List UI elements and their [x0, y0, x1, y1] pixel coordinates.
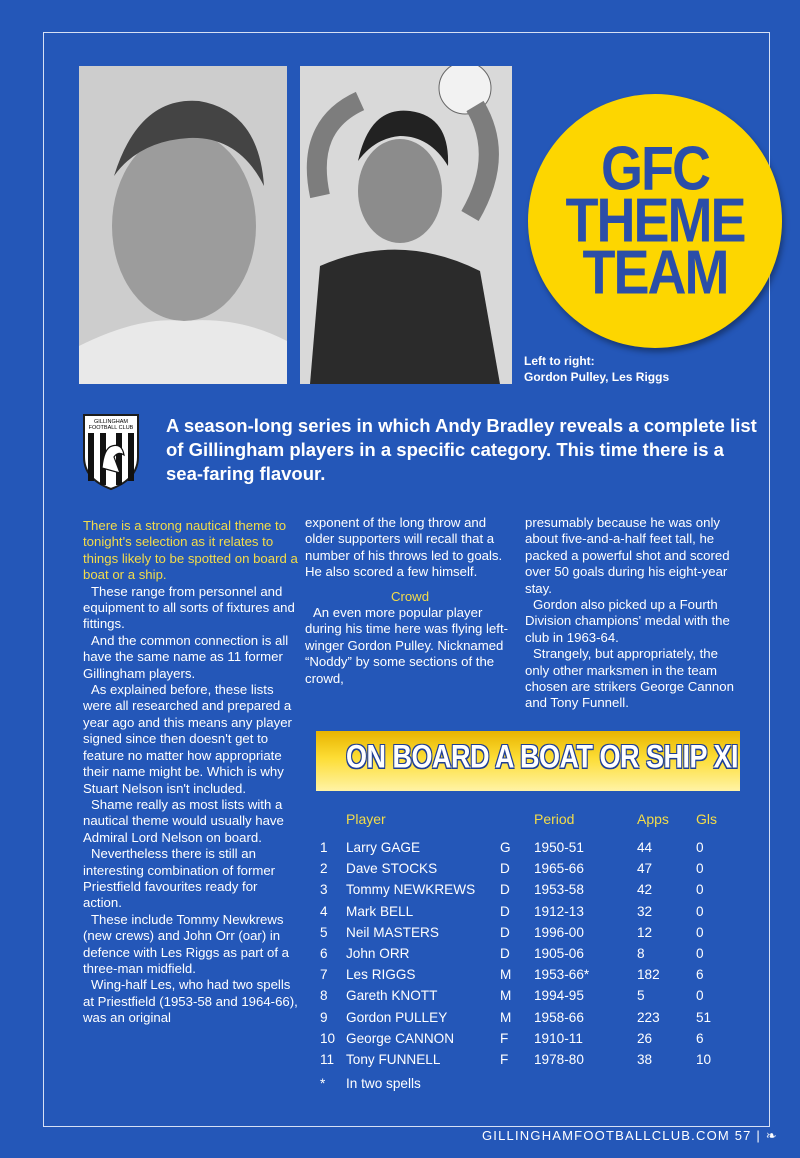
- cell-name: Tony FUNNELL: [346, 1052, 441, 1067]
- table-row: [320, 1031, 740, 1052]
- club-crest: [82, 413, 140, 491]
- footnote-text: In two spells: [346, 1076, 421, 1091]
- table-footnote: [320, 1076, 740, 1097]
- cell-pos: D: [500, 903, 510, 919]
- cell-no: 4: [320, 903, 328, 919]
- article-column-1: [83, 518, 298, 1027]
- cell-period: 1950-51: [534, 840, 584, 855]
- cell-name: Dave STOCKS: [346, 861, 438, 877]
- article-paragraph: presumably because he was only about five-and-a-half feet tall, he packed a powerful shot and scored over 50 goals during his eight-year stay.: [525, 515, 730, 596]
- cell-gls: 6: [696, 967, 704, 983]
- table-row: [320, 967, 740, 988]
- cell-gls: 51: [696, 1009, 712, 1025]
- cell-gls: 0: [696, 882, 704, 898]
- cell-no: 3: [320, 882, 328, 898]
- table-row: [320, 1052, 740, 1073]
- cell-period: 1912-13: [534, 903, 584, 919]
- cell-gls: 6: [696, 1030, 704, 1046]
- cell-apps: 42: [637, 882, 653, 898]
- cell-gls: 10: [696, 1052, 712, 1067]
- crest-text-2: FOOTBALL CLUB: [88, 425, 134, 431]
- cell-gls: 0: [696, 924, 704, 940]
- cell-pos: F: [500, 1052, 509, 1067]
- table-row: [320, 861, 740, 882]
- cell-gls: 0: [696, 903, 704, 919]
- cell-no: 11: [320, 1052, 335, 1067]
- cell-no: 5: [320, 924, 328, 940]
- cell-no: 6: [320, 946, 328, 961]
- badge-line-1: GFC: [601, 134, 709, 204]
- article-paragraph: Nevertheless there is still an interesting combination of former Priestfield favourites ready for action.: [83, 846, 276, 911]
- cell-period: 1905-06: [534, 946, 584, 961]
- column-header-gls: Gls: [696, 811, 717, 827]
- article-paragraph: Strangely, but appropriately, the only other marksmen in the team chosen are strikers George Cannon and Tony Funnell.: [525, 646, 734, 711]
- cell-apps: 8: [637, 946, 645, 961]
- cell-apps: 38: [637, 1052, 653, 1067]
- gfc-theme-team-badge: [528, 94, 782, 348]
- page-footer: GILLINGHAMFOOTBALLCLUB.COM 57 | ❧: [482, 1128, 778, 1143]
- cell-pos: D: [500, 924, 510, 940]
- article-paragraph: These range from personnel and equipment to all sorts of fixtures and fittings.: [83, 583, 295, 632]
- cell-apps: 223: [637, 1009, 660, 1025]
- cell-no: 2: [320, 861, 328, 877]
- caption-line-2: Gordon Pulley, Les Riggs: [524, 370, 670, 384]
- cell-period: 1958-66: [534, 1009, 584, 1025]
- cell-pos: M: [500, 967, 512, 983]
- cell-name: Gareth KNOTT: [346, 988, 438, 1004]
- cell-apps: 32: [637, 903, 653, 919]
- cell-period: 1910-11: [534, 1030, 583, 1046]
- table-row: [320, 904, 740, 925]
- cell-pos: M: [500, 988, 512, 1004]
- table-row: [320, 946, 740, 967]
- cell-pos: D: [500, 861, 510, 877]
- article-paragraph: As explained before, these lists were all researched and prepared a year ago and this means any player signed since then doesn't get to feature no matter how appropriate their name might be. Which is why Stuart Nelson isn't included.: [83, 682, 292, 796]
- badge-line-3: TEAM: [582, 238, 728, 308]
- team-table-title: ON BOARD A BOAT OR SHIP XI: [346, 738, 739, 775]
- column-header-player: Player: [346, 811, 386, 827]
- cell-period: 1994-95: [534, 988, 584, 1004]
- cell-name: Mark BELL: [346, 903, 414, 919]
- cell-no: 9: [320, 1009, 328, 1025]
- article-paragraph: Wing-half Les, who had two spells at Priestfield (1953-58 and 1964-66), was an original: [83, 977, 298, 1026]
- article-paragraph: And the common connection is all have the same name as 11 former Gillingham players.: [83, 632, 289, 681]
- table-row: [320, 925, 740, 946]
- crest-text-1: GILLINGHAM: [94, 419, 128, 425]
- article-paragraph: An even more popular player during his time here was flying left-winger Gordon Pulley. Nicknamed “Noddy” by some sections of the crowd,: [305, 605, 509, 686]
- article-paragraph: There is a strong nautical theme to tonight's selection as it relates to things likely to be spotted on board a boat or a ship.: [83, 518, 298, 583]
- cell-name: Tommy NEWKREWS: [346, 882, 476, 898]
- cell-period: 1953-66*: [534, 967, 590, 983]
- column-header-period: Period: [534, 811, 575, 827]
- cell-apps: 12: [637, 924, 653, 940]
- photo-caption: [524, 353, 669, 385]
- cell-apps: 47: [637, 861, 653, 877]
- article-paragraph: Gordon also picked up a Fourth Division champions' medal with the club in 1963-64.: [525, 597, 730, 645]
- article-column-2: [305, 515, 515, 687]
- table-row: [320, 840, 740, 861]
- table-row: [320, 988, 740, 1009]
- cell-pos: D: [500, 882, 510, 898]
- cell-apps: 26: [637, 1030, 653, 1046]
- cell-period: 1978-80: [534, 1052, 584, 1067]
- photo-les-riggs: [300, 66, 512, 384]
- cell-gls: 0: [696, 988, 704, 1004]
- cell-no: 7: [320, 967, 328, 983]
- article-column-3: [525, 515, 741, 712]
- cell-name: Larry GAGE: [346, 840, 421, 855]
- cell-apps: 5: [637, 988, 645, 1004]
- cell-name: George CANNON: [346, 1030, 455, 1046]
- cell-period: 1953-58: [534, 882, 584, 898]
- footnote-mark: *: [320, 1076, 326, 1091]
- cell-pos: F: [500, 1030, 509, 1046]
- cell-apps: 44: [637, 840, 653, 855]
- cell-gls: 0: [696, 946, 704, 961]
- cell-name: Gordon PULLEY: [346, 1009, 448, 1025]
- photo-gordon-pulley: [79, 66, 287, 384]
- article-paragraph: These include Tommy Newkrews (new crews) and John Orr (oar) in defence with Les Riggs as part of a three-man midfield.: [83, 911, 289, 976]
- cell-gls: 0: [696, 840, 704, 855]
- column-header-apps: Apps: [637, 811, 669, 827]
- cell-pos: M: [500, 1009, 512, 1025]
- intro-standfirst: [166, 414, 766, 486]
- cell-apps: 182: [637, 967, 660, 983]
- cell-no: 1: [320, 840, 328, 855]
- cell-pos: G: [500, 840, 511, 855]
- article-subhead: Crowd: [390, 588, 430, 604]
- table-row: [320, 1010, 740, 1031]
- intro-text: A season-long series in which Andy Bradley reveals a complete list of Gillingham players in a specific category. This time there is a sea-faring flavour.: [166, 415, 757, 484]
- cell-name: John ORR: [346, 946, 410, 961]
- cell-period: 1996-00: [534, 924, 584, 940]
- caption-line-1: Left to right:: [524, 354, 595, 368]
- badge-line-2: THEME: [565, 186, 745, 256]
- cell-period: 1965-66: [534, 861, 584, 877]
- team-table-header-banner: [316, 731, 740, 791]
- cell-pos: D: [500, 946, 510, 961]
- table-row: [320, 882, 740, 903]
- article-paragraph: Shame really as most lists with a nautical theme would usually have Admiral Lord Nelson on board.: [83, 796, 284, 845]
- cell-name: Les RIGGS: [346, 967, 416, 983]
- cell-name: Neil MASTERS: [346, 924, 439, 940]
- article-paragraph: exponent of the long throw and older supporters will recall that a number of his throws led to goals. He also scored a few himself.: [305, 515, 503, 580]
- cell-no: 8: [320, 988, 328, 1004]
- cell-no: 10: [320, 1030, 336, 1046]
- cell-gls: 0: [696, 861, 704, 877]
